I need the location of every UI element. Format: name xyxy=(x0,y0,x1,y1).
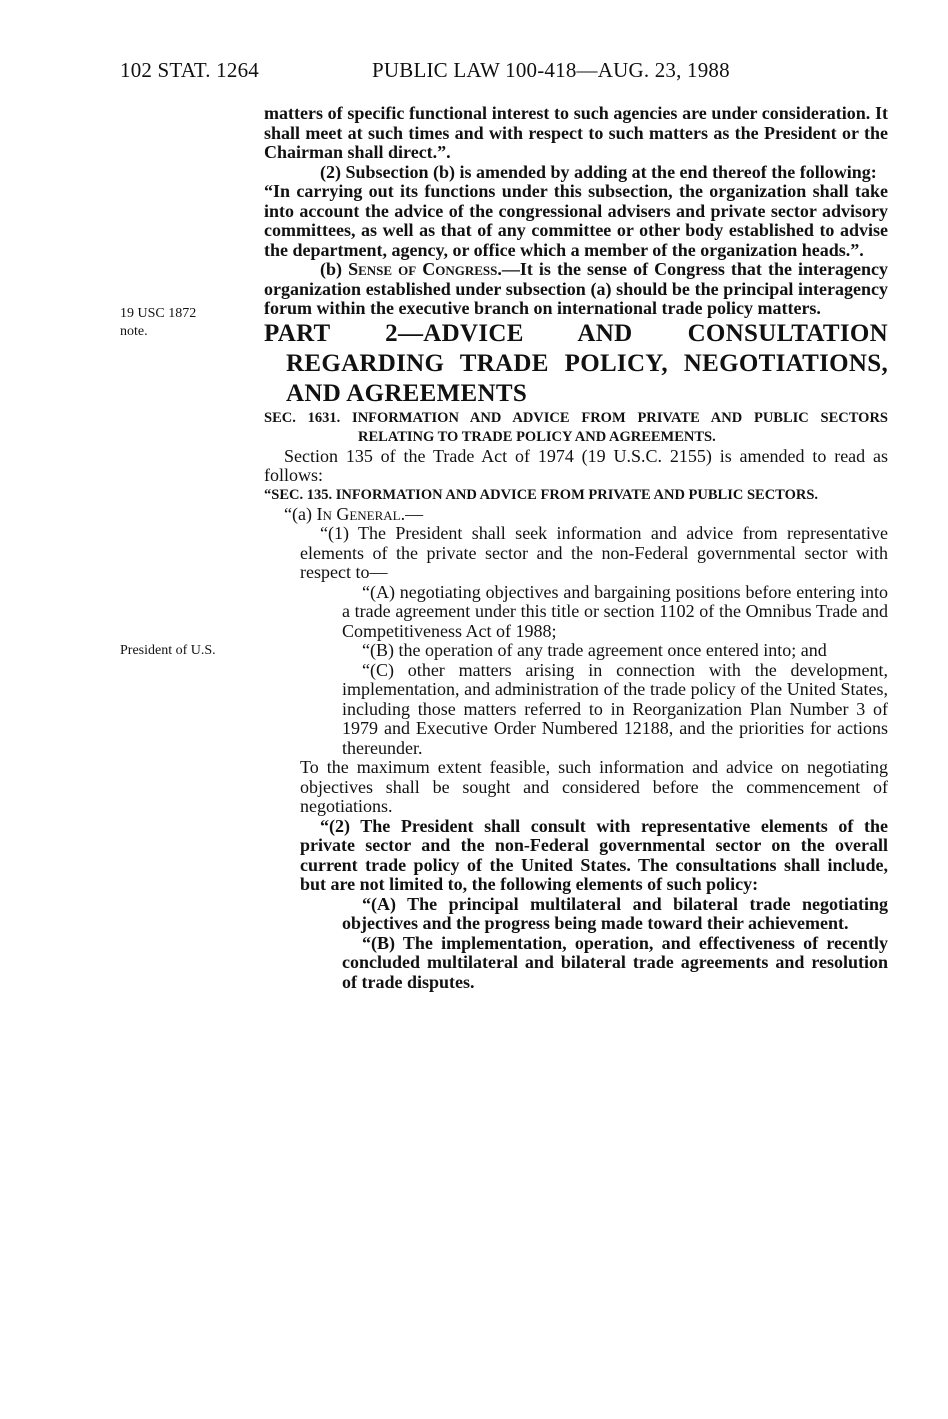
list-item: “(B) The implementation, operation, and effectiveness of recently concluded multilateral and bilateral trade agreements and resolution of trade disputes. xyxy=(342,932,888,992)
section-heading: “SEC. 135. INFORMATION AND ADVICE FROM PRIVATE AND PUBLIC SECTORS. xyxy=(264,486,819,503)
paragraph: “(2) The President shall consult with representative elements of the private sector and the non-Federal governmental sector on the overall current trade policy of the United States. The consultations shall include, but are not limited to, the following elements of such policy: xyxy=(300,815,888,894)
list-item: “(C) other matters arising in connection with the development, implementation, and administration of the trade policy of the United States, including those matters referred to in Reorganization Plan Number 3 of 1979 and Executive Order Numbered 12188, and the priorities for actions thereunder. xyxy=(342,659,888,758)
margin-note-usc xyxy=(120,305,196,341)
paragraph: (2) Subsection (b) is amended by adding at the end thereof the following: xyxy=(320,161,877,182)
body-text xyxy=(264,104,888,992)
subsection-heading: “(a) In General.— xyxy=(284,503,424,524)
running-title: PUBLIC LAW 100-418—AUG. 23, 1988 xyxy=(372,58,730,82)
paragraph: Section 135 of the Trade Act of 1974 (19 U.S.C. 2155) is amended to read as follows: xyxy=(264,445,888,485)
subsection-heading: Sense of Congress xyxy=(348,259,498,279)
part-heading: PART 2—ADVICE AND CONSULTATION REGARDING TRADE POLICY, NEGOTIATIONS, AND AGREEMENTS xyxy=(264,319,888,407)
usc-citation: 19 USC 1872 xyxy=(120,306,197,321)
list-item: “(B) the operation of any trade agreement once entered into; and xyxy=(362,640,827,660)
paragraph: matters of specific functional interest to such agencies are under consideration. It shall meet at such times and with respect to such matters as the President or the Chairman shall direct.”. xyxy=(264,103,888,162)
stat-page-number: 102 STAT. 1264 xyxy=(120,58,259,82)
section-heading: SEC. 1631. INFORMATION AND ADVICE FROM PRIVATE AND PUBLIC SECTORS RELATING TO TRADE POLICY AND AGREEMENTS. xyxy=(264,409,888,445)
list-item: “(A) The principal multilateral and bilateral trade negotiating objectives and the progress being made toward their achievement. xyxy=(342,893,888,933)
margin-note-president: President of U.S. xyxy=(120,643,216,658)
paragraph: To the maximum extent feasible, such information and advice on negotiating objectives shall be sought and considered before the commencement of negotiations. xyxy=(300,757,888,816)
note-label: note. xyxy=(120,324,148,339)
paragraph: “(1) The President shall seek information and advice from representative elements of the private sector and the non-Federal governmental sector with respect to— xyxy=(300,523,888,582)
paragraph: (b) Sense of Congress.—It is the sense of Congress that the interagency organization established under subsection (a) should be the principal interagency forum within the executive branch on international trade policy matters. xyxy=(264,259,889,318)
paragraph: “In carrying out its functions under this subsection, the organization shall take into account the advice of the congressional advisers and private sector advisory committees, as well as that of any committee or other body established to advise the department, agency, or office which a member of the organization heads.”. xyxy=(264,181,888,260)
list-item: “(A) negotiating objectives and bargaining positions before entering into a trade agreement under this title or section 1102 of the Omnibus Trade and Competitiveness Act of 1988; xyxy=(342,581,888,641)
